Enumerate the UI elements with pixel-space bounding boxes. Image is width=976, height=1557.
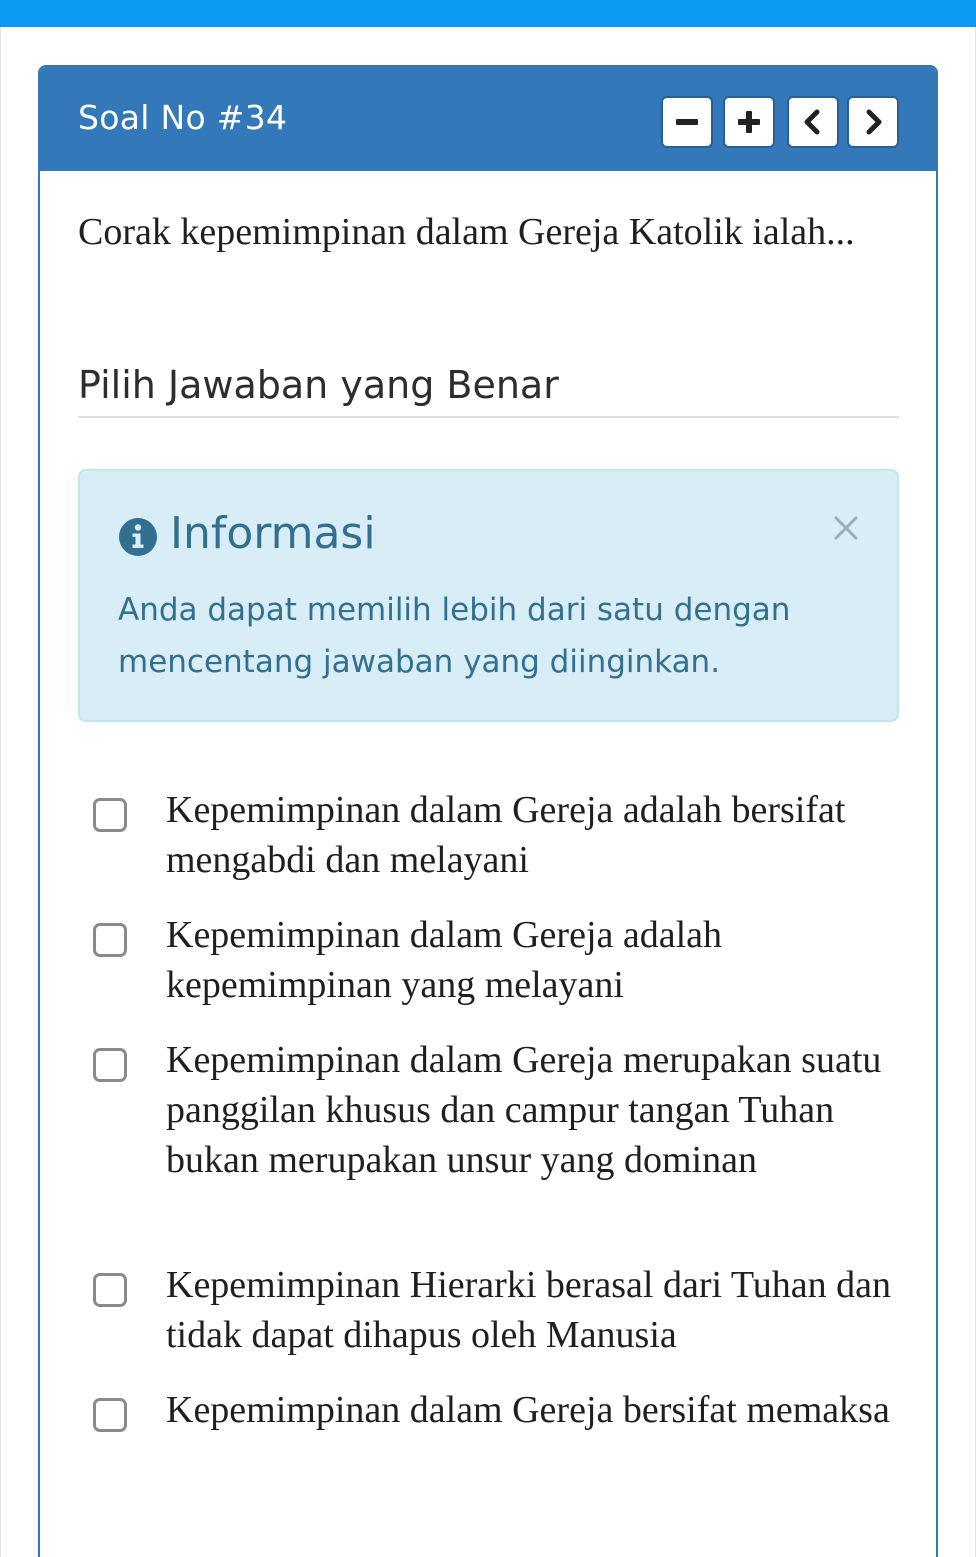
- answer-checkbox[interactable]: [93, 1273, 127, 1307]
- question-text: Corak kepemimpinan dalam Gereja Katolik ialah...: [78, 211, 855, 253]
- next-question-button[interactable]: [847, 96, 899, 148]
- chevron-left-icon: [789, 98, 837, 146]
- answer-option-label[interactable]: Kepemimpinan dalam Gereja adalah kepemimpinan yang melayani: [166, 914, 723, 1006]
- answer-option-label[interactable]: Kepemimpinan dalam Gereja bersifat memaksa: [166, 1389, 890, 1431]
- question-card: [38, 65, 938, 1557]
- answer-section-label: Pilih Jawaban yang Benar: [78, 363, 559, 407]
- answer-checkbox[interactable]: [93, 1048, 127, 1082]
- chevron-right-icon: [849, 98, 897, 146]
- plus-icon: [725, 98, 773, 146]
- question-number-title: Soal No #34: [78, 98, 288, 137]
- section-divider: [78, 416, 899, 418]
- card-header: [40, 67, 936, 171]
- answer-checkbox[interactable]: [93, 1398, 127, 1432]
- answer-option-label[interactable]: Kepemimpinan Hierarki berasal dari Tuhan dan tidak dapat dihapus oleh Manusia: [166, 1264, 891, 1356]
- alert-message: Anda dapat memilih lebih dari satu dengan mencentang jawaban yang diinginkan.: [118, 592, 791, 680]
- answer-option-label[interactable]: Kepemimpinan dalam Gereja adalah bersifat mengabdi dan melayani: [166, 789, 846, 881]
- answer-option-label[interactable]: Kepemimpinan dalam Gereja merupakan suatu panggilan khusus dan campur tangan Tuhan bukan merupakan unsur yang dominan: [166, 1039, 882, 1181]
- info-alert: [78, 469, 899, 722]
- decrease-font-button[interactable]: [661, 96, 713, 148]
- answer-checkbox[interactable]: [93, 923, 127, 957]
- previous-question-button[interactable]: [787, 96, 839, 148]
- close-icon[interactable]: [832, 514, 860, 542]
- increase-font-button[interactable]: [723, 96, 775, 148]
- top-status-bar: [0, 0, 976, 27]
- answer-checkbox[interactable]: [93, 798, 127, 832]
- alert-title: Informasi: [170, 508, 376, 559]
- minus-icon: [663, 98, 711, 146]
- info-circle-icon: [118, 517, 158, 557]
